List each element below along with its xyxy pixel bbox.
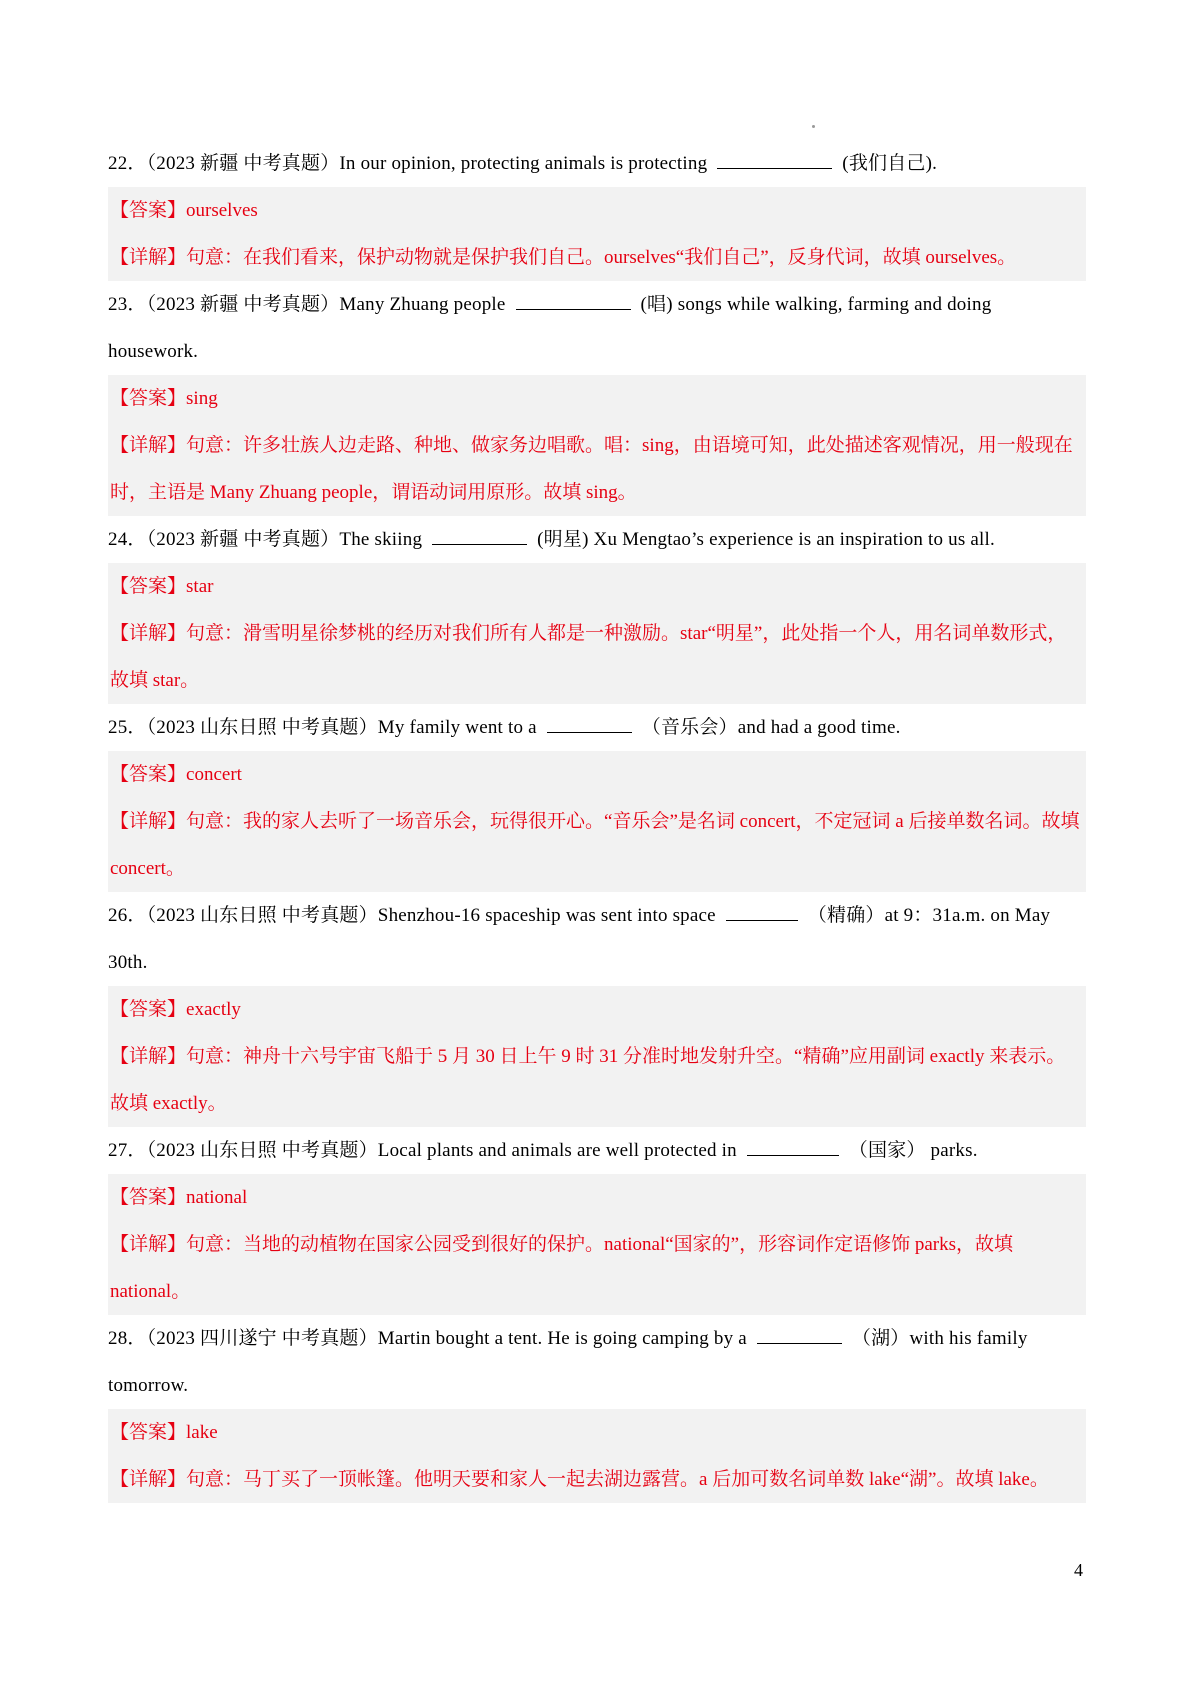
answer-value: exactly [186,999,241,1020]
explanation-label: 【详解】 [110,1469,187,1490]
document-body [108,140,1086,1503]
stray-dot [812,125,815,128]
question-continuation: 30th. [108,952,148,973]
question-continuation: housework. [108,341,199,362]
question-hint: (我们自己). [842,153,938,174]
question-text: 22．（2023 新疆 中考真题）In our opinion, protecting animals is protecting [108,153,708,174]
question-7 [108,1315,1086,1409]
question-hint: （音乐会）and had a good time. [641,717,901,738]
answer-blank[interactable] [757,1325,842,1344]
explanation-text: 句意：我的家人去听了一场音乐会，玩得很开心。“音乐会”是名词 concert，不定冠词 a 后接单数名词。故填 concert。 [110,811,1080,879]
answer-blank[interactable] [547,714,632,733]
answer-blank[interactable] [717,150,832,169]
answer-value: lake [186,1422,218,1443]
answer-value: concert [186,764,242,785]
answer-block [108,563,1086,704]
question-hint: （精确）at 9：31a.m. on May [807,905,1051,926]
explanation-label: 【详解】 [110,1234,187,1255]
question-text: 27．（2023 山东日照 中考真题）Local plants and animals are well protected in [108,1140,737,1161]
answer-value: national [186,1187,248,1208]
question-text: 25．（2023 山东日照 中考真题）My family went to a [108,717,537,738]
explanation-text: 句意：神舟十六号宇宙飞船于 5 月 30 日上午 9 时 31 分准时地发射升空。“精确”应用副词 exactly 来表示。故填 exactly。 [110,1046,1066,1114]
answer-blank[interactable] [747,1137,839,1156]
question-hint: （国家） parks. [848,1140,978,1161]
answer-blank[interactable] [516,291,631,310]
answer-blank[interactable] [432,526,527,545]
answer-label: 【答案】 [110,576,187,597]
answer-value: ourselves [186,200,258,221]
question-hint: (唱) songs while walking, farming and doing [640,294,992,315]
explanation-text: 句意：马丁买了一顶帐篷。他明天要和家人一起去湖边露营。a 后加可数名词单数 lake“湖”。故填 lake。 [186,1469,1049,1490]
question-text: 24．（2023 新疆 中考真题）The skiing [108,529,423,550]
question-6 [108,1127,1086,1174]
question-text: 28．（2023 四川遂宁 中考真题）Martin bought a tent. He is going camping by a [108,1328,747,1349]
question-hint: (明星) Xu Mengtao’s experience is an inspiration to us all. [537,529,995,550]
question-continuation: tomorrow. [108,1375,189,1396]
answer-block [108,187,1086,281]
answer-block [108,751,1086,892]
explanation-text: 句意：当地的动植物在国家公园受到很好的保护。national“国家的”，形容词作定语修饰 parks，故填 national。 [110,1234,1013,1302]
explanation-label: 【详解】 [110,1046,187,1067]
answer-label: 【答案】 [110,764,187,785]
answer-label: 【答案】 [110,1187,187,1208]
explanation-text: 句意：滑雪明星徐梦桃的经历对我们所有人都是一种激励。star“明星”，此处指一个人，用名词单数形式，故填 star。 [110,623,1067,691]
explanation-text: 句意：许多壮族人边走路、种地、做家务边唱歌。唱：sing，由语境可知，此处描述客观情况，用一般现在时，主语是 Many Zhuang people，谓语动词用原形。故填 sing。 [110,435,1073,503]
page-number: 4 [1074,1560,1083,1580]
question-4 [108,704,1086,751]
answer-block [108,1174,1086,1315]
question-text: 26．（2023 山东日照 中考真题）Shenzhou-16 spaceship was sent into space [108,905,716,926]
answer-label: 【答案】 [110,200,187,221]
question-1 [108,140,1086,187]
answer-blank[interactable] [726,902,798,921]
question-2 [108,281,1086,375]
explanation-text: 句意：在我们看来，保护动物就是保护我们自己。ourselves“我们自己”，反身代词，故填 ourselves。 [186,247,1017,268]
explanation-label: 【详解】 [110,247,187,268]
question-3 [108,516,1086,563]
question-5 [108,892,1086,986]
answer-value: star [186,576,214,597]
answer-label: 【答案】 [110,999,187,1020]
answer-label: 【答案】 [110,388,187,409]
question-text: 23．（2023 新疆 中考真题）Many Zhuang people [108,294,506,315]
explanation-label: 【详解】 [110,811,187,832]
answer-label: 【答案】 [110,1422,187,1443]
answer-value: sing [186,388,218,409]
explanation-label: 【详解】 [110,623,187,644]
explanation-label: 【详解】 [110,435,187,456]
answer-block [108,1409,1086,1503]
answer-block [108,986,1086,1127]
question-hint: （湖）with his family [851,1328,1028,1349]
answer-block [108,375,1086,516]
